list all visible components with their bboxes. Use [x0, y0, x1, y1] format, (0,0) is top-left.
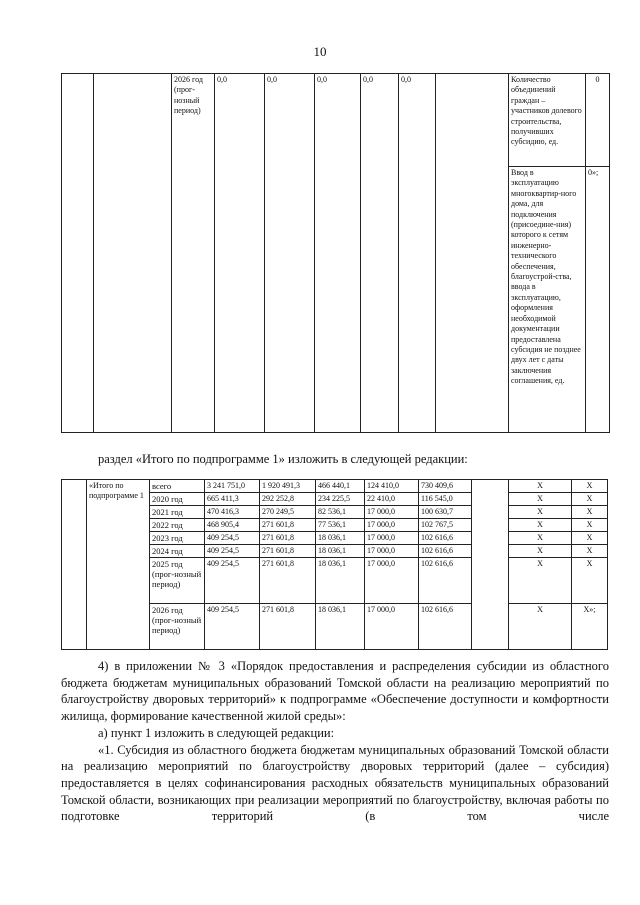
value-cell: 18 036,1	[316, 532, 365, 545]
period-cell: всего	[150, 480, 205, 493]
value-cell: 0,0	[265, 74, 315, 433]
value-cell: 18 036,1	[316, 558, 365, 604]
value-cell: 466 440,1	[316, 480, 365, 493]
value-cell: 124 410,0	[365, 480, 419, 493]
value-cell: 271 601,8	[260, 545, 316, 558]
value-cell: 17 000,0	[365, 545, 419, 558]
x-cell: X	[572, 480, 608, 493]
value-cell: 17 000,0	[365, 558, 419, 604]
value-cell: 3 241 751,0	[205, 480, 260, 493]
total-label: «Итого по подпрограмме 1	[87, 480, 150, 650]
value-cell: 730 409,6	[419, 480, 472, 493]
x-cell: X	[572, 532, 608, 545]
value-cell: 116 545,0	[419, 493, 472, 506]
x-cell: X	[572, 506, 608, 519]
x-cell: X	[509, 493, 572, 506]
indicator-name: Количество объединений граждан – участников долевого строительства, получивших субсидию, ед.	[509, 74, 586, 167]
table-cell-empty	[436, 74, 509, 433]
period-cell: 2021 год	[150, 506, 205, 519]
value-cell: 409 254,5	[205, 532, 260, 545]
x-cell: X	[509, 545, 572, 558]
period-cell: 2026 год (прог-нозный период)	[150, 604, 205, 650]
x-cell: X	[509, 480, 572, 493]
x-cell: X	[572, 558, 608, 604]
value-cell: 1 920 491,3	[260, 480, 316, 493]
value-cell: 17 000,0	[365, 519, 419, 532]
value-cell: 22 410,0	[365, 493, 419, 506]
value-cell: 665 411,3	[205, 493, 260, 506]
x-cell: X	[509, 558, 572, 604]
value-cell: 17 000,0	[365, 604, 419, 650]
table-cell-empty	[608, 480, 610, 650]
value-cell: 409 254,5	[205, 604, 260, 650]
value-cell: 102 616,6	[419, 558, 472, 604]
indicator-value: 0»;	[586, 167, 610, 433]
value-cell: 271 601,8	[260, 532, 316, 545]
x-cell: X	[509, 519, 572, 532]
section-instruction: раздел «Итого по подпрограмме 1» изложить в следующей редакции:	[98, 452, 468, 466]
x-cell: X»;	[572, 604, 608, 650]
period-cell: 2025 год (прог-нозный период)	[150, 558, 205, 604]
value-cell: 77 536,1	[316, 519, 365, 532]
value-cell: 18 036,1	[316, 545, 365, 558]
value-cell: 100 630,7	[419, 506, 472, 519]
x-cell: X	[572, 493, 608, 506]
table-cell-empty	[62, 480, 87, 650]
table-cell-empty	[472, 480, 509, 650]
x-cell: X	[509, 604, 572, 650]
x-cell: X	[572, 545, 608, 558]
value-cell: 102 616,6	[419, 545, 472, 558]
value-cell: 17 000,0	[365, 506, 419, 519]
value-cell: 0,0	[315, 74, 361, 433]
paragraph: а) пункт 1 изложить в следующей редакции:	[98, 725, 335, 740]
value-cell: 292 252,8	[260, 493, 316, 506]
value-cell: 470 416,3	[205, 506, 260, 519]
indicator-value: 0	[586, 74, 610, 167]
value-cell: 468 905,4	[205, 519, 260, 532]
indicator-name: Ввод в эксплуатацию многоквартир-ного дома, для подключения (присоедине-ния) которого к сетям инженерно-технического обеспечения, благоустрой-ства, ввода в эксплуатацию, оформления необходимой документации предоставлена субсидия не позднее двух лет с даты заключения соглашения, ед.	[509, 167, 586, 433]
paragraph: 4) в приложении № 3 «Порядок предоставления и распределения субсидии из областного бюджета бюджетам муниципальных образований Томской области на реализацию мероприятий по благоустройству дворовых территорий» к подпрограмме «Обеспечение доступности и комфортности жилища, формирование качественной жилой среды»:	[61, 659, 609, 724]
body-text	[61, 658, 609, 825]
value-cell: 409 254,5	[205, 558, 260, 604]
value-cell: 0,0	[215, 74, 265, 433]
value-cell: 234 225,5	[316, 493, 365, 506]
table-cell-empty	[62, 74, 94, 433]
period-cell: 2020 год	[150, 493, 205, 506]
value-cell: 102 616,6	[419, 532, 472, 545]
value-cell: 271 601,8	[260, 558, 316, 604]
indicator-table	[61, 73, 610, 433]
value-cell: 18 036,1	[316, 604, 365, 650]
value-cell: 102 767,5	[419, 519, 472, 532]
subprogram-total-table	[61, 479, 610, 650]
period-cell: 2026 год (прог-нозный период)	[172, 74, 215, 433]
period-cell: 2023 год	[150, 532, 205, 545]
value-cell: 270 249,5	[260, 506, 316, 519]
value-cell: 271 601,8	[260, 519, 316, 532]
x-cell: X	[509, 506, 572, 519]
value-cell: 0,0	[361, 74, 399, 433]
period-cell: 2024 год	[150, 545, 205, 558]
period-cell: 2022 год	[150, 519, 205, 532]
table-cell-empty	[94, 74, 172, 433]
value-cell: 271 601,8	[260, 604, 316, 650]
value-cell: 82 536,1	[316, 506, 365, 519]
page-number: 10	[313, 44, 327, 59]
value-cell: 409 254,5	[205, 545, 260, 558]
value-cell: 17 000,0	[365, 532, 419, 545]
paragraph: «1. Субсидия из областного бюджета бюджетам муниципальных образований Томской области на реализацию мероприятий по благоустройству дворовых территорий (далее – субсидия) предоставляется в целях софинансирования расходных обязательств муниципальных образований Томской области, возникающих при реализации мероприятий по благоустройству, включая работы по подготовке территорий (в том числе	[61, 742, 609, 824]
value-cell: 0,0	[399, 74, 436, 433]
x-cell: X	[509, 532, 572, 545]
value-cell: 102 616,6	[419, 604, 472, 650]
x-cell: X	[572, 519, 608, 532]
